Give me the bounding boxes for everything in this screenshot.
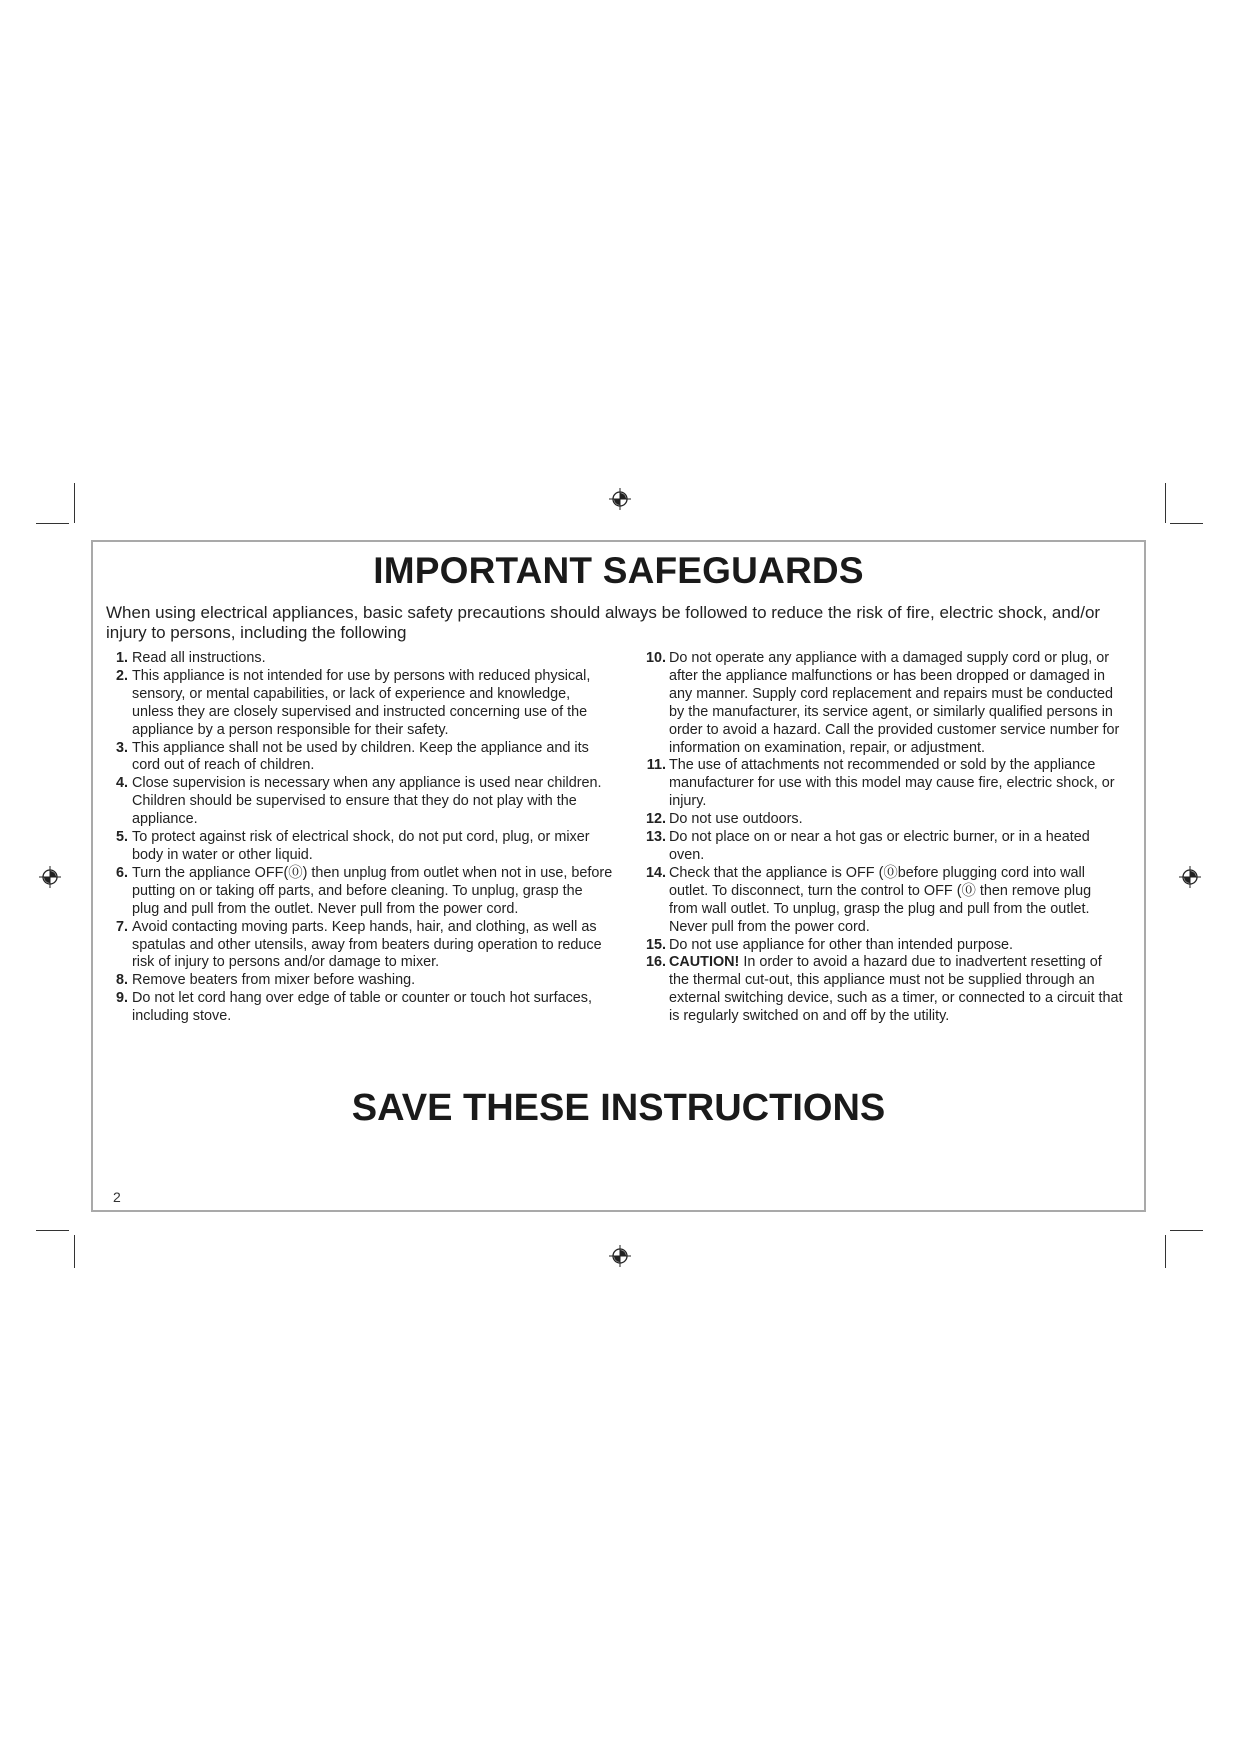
item-text: In order to avoid a hazard due to inadvertent resetting of the thermal cut-out, this appliance must not be supplied through an external switching device, such as a timer, or connected to a circuit that is regularly switched on and off by the utility. [669,954,1123,1025]
list-item [93,775,613,829]
item-number: 12. [645,811,666,828]
item-text: The use of attachments not recommended or sold by the appliance manufacturer for use with this model may cause fire, electric shock, or injury. [669,757,1115,810]
item-text: Remove beaters from mixer before washing. [132,972,416,989]
registration-mark-left [39,866,61,888]
item-number: 4. [115,775,128,792]
save-instructions-heading: SAVE THESE INSTRUCTIONS [351,1087,886,1129]
item-number: 14. [645,864,666,881]
item-number: 7. [115,918,128,935]
crop-mark-top-right-horizontal [1170,523,1203,524]
crop-mark-top-right-vertical [1165,483,1166,523]
item-number: 3. [115,739,128,756]
item-number: 10. [645,650,666,666]
list-item [93,972,613,990]
list-item [93,668,613,740]
safeguards-list-left [93,650,613,1026]
item-number: 13. [645,829,666,846]
item-number: 16. [645,954,666,971]
item-text: Check that the appliance is OFF (⓪before plugging cord into wall outlet. To disconnect, turn the control to OFF (⓪ then remove plug from wall outlet. To unplug, grasp the plug and pull from the outlet. Never pull from the power cord. [669,864,1092,935]
crop-mark-top-left-horizontal [36,523,69,524]
item-number: 5. [115,829,128,846]
item-number: 6. [115,864,128,881]
registration-mark-right [1179,866,1201,888]
page-title: IMPORTANT SAFEGUARDS [373,550,864,591]
crop-mark-bottom-left-horizontal [36,1230,69,1231]
item-text: Do not operate any appliance with a damaged supply cord or plug, or after the appliance malfunctions or has been dropped or damaged in any manner. Supply cord replacement and repairs must be conducted by the manufacturer, its service agent, or similarly qualified persons in order to avoid a hazard. Call the provided customer service number for information on examination, repair, or adjustment. [669,650,1120,756]
list-item [93,919,613,973]
list-item [93,740,613,776]
item-text: Do not use appliance for other than intended purpose. [669,936,1014,953]
intro-paragraph: When using electrical appliances, basic safety precautions should always be followed to reduce the risk of fire, electric shock, and/or injury to persons, including the following [106,603,1101,642]
crop-mark-top-left-vertical [74,483,75,523]
list-item [93,865,613,919]
item-number: 9. [115,990,128,1007]
safeguards-panel [91,540,1146,1212]
item-number: 11. [646,757,666,774]
item-number: 1. [115,650,128,666]
list-item [93,829,613,865]
list-item [93,650,613,668]
list-item [628,954,1123,1026]
registration-mark-top [609,488,631,510]
page-number: 2 [113,1189,121,1205]
item-text: Avoid contacting moving parts. Keep hands, hair, and clothing, as well as spatulas and other utensils, away from beaters during operation to reduce risk of injury to persons and/or damage to mixer. [132,918,602,971]
crop-mark-bottom-right-horizontal [1170,1230,1203,1231]
item-text: Close supervision is necessary when any appliance is used near children. Children should be supervised to ensure that they do not play with the appliance. [132,775,602,828]
list-item [628,811,1123,829]
item-text: Read all instructions. [132,650,266,666]
item-number: 2. [115,667,128,684]
item-text: Do not place on or near a hot gas or electric burner, or in a heated oven. [669,829,1090,863]
list-item [93,990,613,1026]
crop-mark-bottom-right-vertical [1165,1235,1166,1268]
list-item [628,829,1123,865]
list-item [628,937,1123,955]
item-number: 15. [645,936,666,953]
list-item [628,757,1123,811]
safeguards-list-right [628,650,1123,1026]
crop-mark-bottom-left-vertical [74,1235,75,1268]
list-item [628,865,1123,937]
item-text: Do not let cord hang over edge of table or counter or touch hot surfaces, including stove. [132,990,592,1025]
item-number: 8. [115,972,128,989]
item-text: Do not use outdoors. [669,811,803,828]
item-text: To protect against risk of electrical shock, do not put cord, plug, or mixer body in water or other liquid. [132,829,590,863]
list-item [628,650,1123,757]
registration-mark-bottom [609,1245,631,1267]
item-text: This appliance is not intended for use by persons with reduced physical, sensory, or mental capabilities, or lack of experience and knowledge, unless they are closely supervised and instructed concerning use of the appliance by a person responsible for their safety. [132,667,591,738]
item-text: Turn the appliance OFF(⓪) then unplug from outlet when not in use, before putting on or taking off parts, and before cleaning. To unplug, grasp the plug and pull from the outlet. Never pull from the power cord. [132,864,613,917]
caution-label: CAUTION! [669,954,740,971]
item-text: This appliance shall not be used by children. Keep the appliance and its cord out of reach of children. [132,739,589,774]
